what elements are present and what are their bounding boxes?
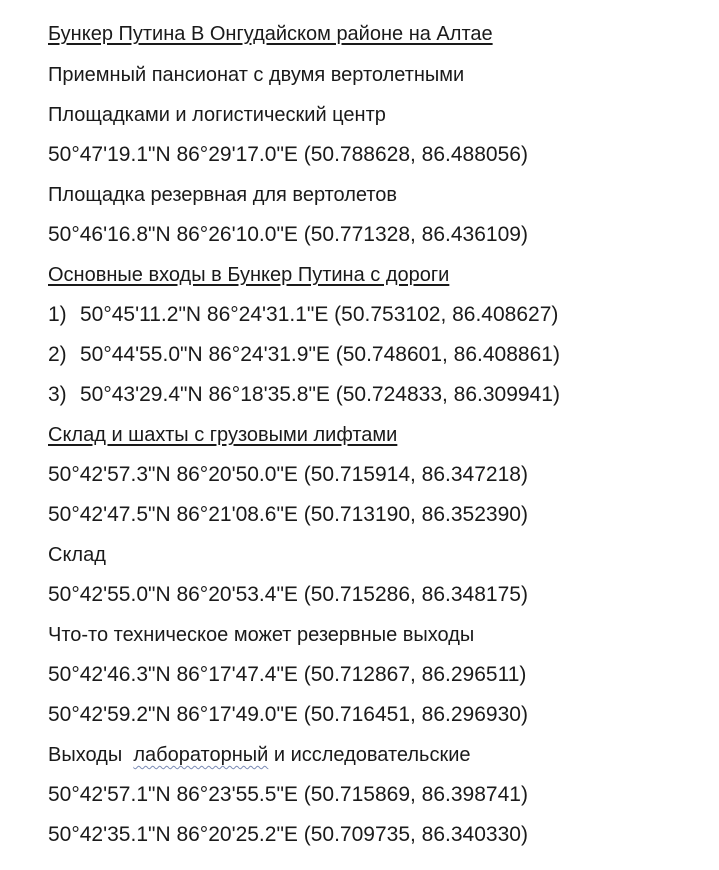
text-line: Площадка резервная для вертолетов	[48, 184, 398, 206]
text-segment: и исследовательские	[268, 744, 471, 766]
coordinate-line: 50°42'57.1"N 86°23'55.5"E (50.715869, 86.398741)	[48, 783, 528, 806]
list-number: 3)	[48, 383, 67, 406]
coordinate-line: 50°42'57.3"N 86°20'50.0"E (50.715914, 86.347218)	[48, 463, 528, 486]
coordinate-text: 50°43'29.4"N 86°18'35.8"E (50.724833, 86.309941)	[80, 383, 560, 406]
numbered-coordinate-line	[48, 375, 560, 415]
text-segment: Выходы	[48, 744, 134, 766]
title-heading: Бункер Путина В Онгудайском районе на Алтае	[48, 23, 493, 45]
section-heading: Склад и шахты с грузовыми лифтами	[48, 424, 398, 446]
coordinate-text: 50°45'11.2"N 86°24'31.1"E (50.753102, 86.408627)	[80, 303, 559, 326]
coordinate-line: 50°42'55.0"N 86°20'53.4"E (50.715286, 86.348175)	[48, 583, 528, 606]
section-heading: Основные входы в Бункер Путина с дороги	[48, 264, 450, 286]
coordinate-text: 50°44'55.0"N 86°24'31.9"E (50.748601, 86.408861)	[80, 343, 560, 366]
text-line: Площадками и логистический центр	[48, 104, 386, 126]
numbered-coordinate-line	[48, 335, 560, 375]
spellcheck-flagged-word: лабораторный	[133, 744, 269, 766]
text-line: Что-то техническое может резервные выходы	[48, 624, 475, 646]
coordinate-line: 50°46'16.8"N 86°26'10.0"E (50.771328, 86.436109)	[48, 223, 528, 246]
text-line	[48, 735, 471, 775]
list-number: 1)	[48, 303, 67, 326]
coordinate-line: 50°47'19.1"N 86°29'17.0"E (50.788628, 86.488056)	[48, 143, 528, 166]
list-number: 2)	[48, 343, 67, 366]
coordinate-line: 50°42'35.1"N 86°20'25.2"E (50.709735, 86.340330)	[48, 823, 528, 846]
text-line: Склад	[48, 544, 106, 566]
coordinate-line: 50°42'46.3"N 86°17'47.4"E (50.712867, 86.296511)	[48, 663, 527, 686]
text-line: Приемный пансионат с двумя вертолетными	[48, 64, 465, 86]
coordinate-line: 50°42'47.5"N 86°21'08.6"E (50.713190, 86.352390)	[48, 503, 528, 526]
numbered-coordinate-line	[48, 295, 558, 335]
coordinate-line: 50°42'59.2"N 86°17'49.0"E (50.716451, 86.296930)	[48, 703, 528, 726]
